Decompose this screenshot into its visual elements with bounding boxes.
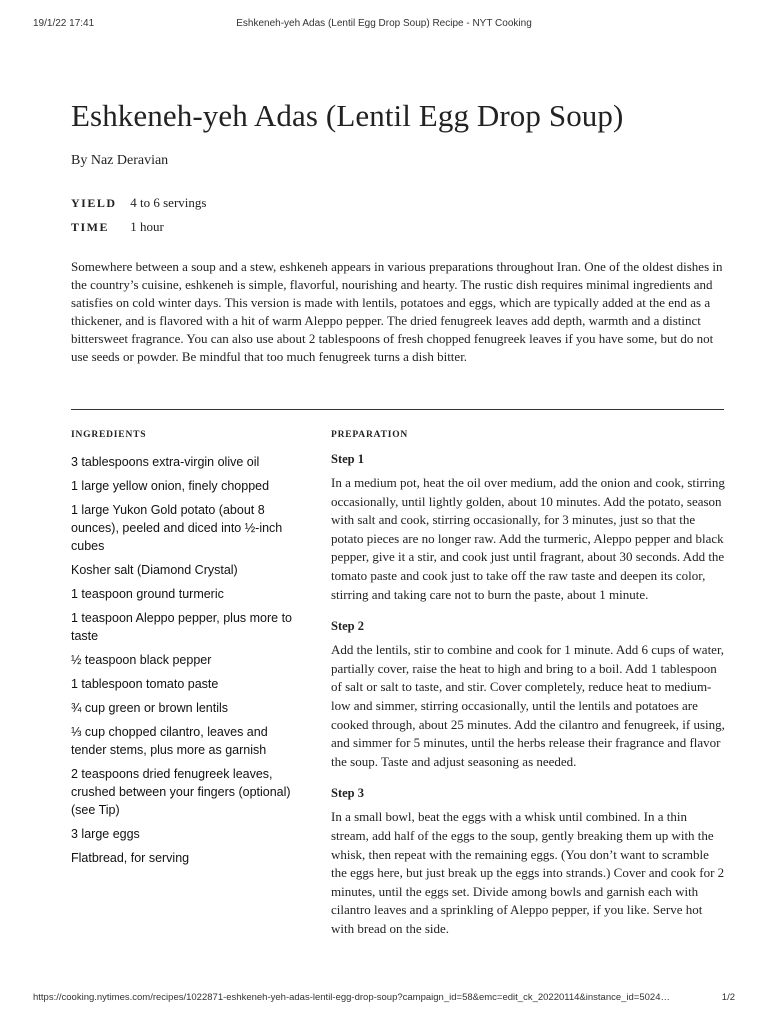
yield-value: 4 to 6 servings <box>130 195 207 210</box>
step-title: Step 1 <box>331 452 364 466</box>
time-label: TIME <box>71 220 110 234</box>
preparation-heading: PREPARATION <box>331 430 409 440</box>
ingredient-item: ¾ cup green or brown lentils <box>71 701 229 715</box>
time-value: 1 hour <box>130 219 164 234</box>
ingredient-item: 1 large Yukon Gold potato (about 8 ounces), peeled and diced into ½-inch cubes <box>71 503 283 553</box>
step-3 <box>331 786 725 938</box>
step-text: In a small bowl, beat the eggs with a whisk until combined. In a thin stream, add half of the eggs to the soup, gently breaking them up with the whisk, then repeat with the remaining eggs. (You don’t want to scramble the eggs here, but just break up the eggs into strands.) Cover and cook for 2 minutes, until the eggs set. Divide among bowls and garnish each with cilantro leaves and a sprinkling of Aleppo pepper, if you like. Serve hot with bread on the side. <box>331 809 725 936</box>
ingredient-item: ⅓ cup chopped cilantro, leaves and tender stems, plus more as garnish <box>71 725 268 757</box>
preparation-steps <box>331 452 725 953</box>
step-title: Step 2 <box>331 619 364 634</box>
ingredient-item: 1 teaspoon ground turmeric <box>71 587 224 601</box>
ingredients-list <box>71 453 306 873</box>
ingredient-item: 3 tablespoons extra-virgin olive oil <box>71 455 260 469</box>
step-title: Step 3 <box>331 786 364 801</box>
ingredients-heading: INGREDIENTS <box>71 430 147 440</box>
time-row <box>71 219 164 235</box>
recipe-title: Eshkeneh-yeh Adas (Lentil Egg Drop Soup) <box>71 98 624 133</box>
yield-row <box>71 195 206 211</box>
ingredient-item: 1 teaspoon Aleppo pepper, plus more to taste <box>71 611 292 643</box>
step-1 <box>331 452 725 604</box>
step-2 <box>331 619 725 771</box>
print-date: 19/1/22 17:41 <box>33 18 95 29</box>
ingredient-item: 3 large eggs <box>71 827 140 841</box>
ingredient-item: 1 tablespoon tomato paste <box>71 677 219 691</box>
recipe-intro: Somewhere between a soup and a stew, eshkeneh appears in various preparations throughout Iran. One of the oldest dishes in the country’s cuisine, eshkeneh is simple, flavorful, nourishing and hearty. The rustic dish requires minimal ingredients and satisfies on cold winter days. This version is made with lentils, potatoes and eggs, which are typically added at the end as a thickener, and is flavored with a hit of warm Aleppo pepper. The dried fenugreek leaves add depth, warmth and a distinct bittersweet fragrance. You can also use about 2 tablespoons of fresh chopped fenugreek leaves if you have some, but do not use seeds or powder. Be mindful that too much fenugreek turns a dish bitter. <box>71 259 723 364</box>
step-text: Add the lentils, stir to combine and cook for 1 minute. Add 6 cups of water, partially cover, raise the heat to high and bring to a boil. Add 1 tablespoon of salt or salt to taste, and stir. Cover completely, reduce heat to medium-low and simmer, stirring occasionally, until the lentils and potatoes are cooked through, about 25 minutes. Add the cilantro and fenugreek, if using, and simmer for 5 minutes, until the herbs release their fragrance and flavor the soup. Taste and adjust seasoning as needed. <box>331 642 725 769</box>
yield-label: YIELD <box>71 196 117 210</box>
recipe-byline[interactable]: By Naz Deravian <box>71 153 169 168</box>
print-page-title: Eshkeneh-yeh Adas (Lentil Egg Drop Soup) Recipe - NYT Cooking <box>236 18 532 29</box>
ingredient-item: Kosher salt (Diamond Crystal) <box>71 563 238 577</box>
ingredient-item: 2 teaspoons dried fenugreek leaves, crushed between your fingers (optional) (see Tip) <box>71 767 291 817</box>
ingredient-item: 1 large yellow onion, finely chopped <box>71 479 270 493</box>
ingredient-item: ½ teaspoon black pepper <box>71 653 212 667</box>
section-divider <box>71 409 724 410</box>
step-text: In a medium pot, heat the oil over medium, add the onion and cook, stirring occasionally, until lightly golden, about 10 minutes. Add the potato, season with salt and cook, stirring occasionally, for 3 minutes, just so that the potato pieces are no longer raw. Add the turmeric, Aleppo pepper and black pepper, give it a stir, and cook just until fragrant, about 30 seconds. Add the tomato paste and cook just to take off the raw taste and deepen its color, stirring and taking care not to burn the paste, about 1 minute. <box>331 475 725 602</box>
print-url[interactable]: https://cooking.nytimes.com/recipes/1022871-eshkeneh-yeh-adas-lentil-egg-drop-soup?campaign_id=58&emc=edit_ck_20220114&instance_id=5024… <box>33 992 670 1003</box>
ingredient-item: Flatbread, for serving <box>71 851 190 865</box>
print-page-number: 1/2 <box>721 992 735 1003</box>
